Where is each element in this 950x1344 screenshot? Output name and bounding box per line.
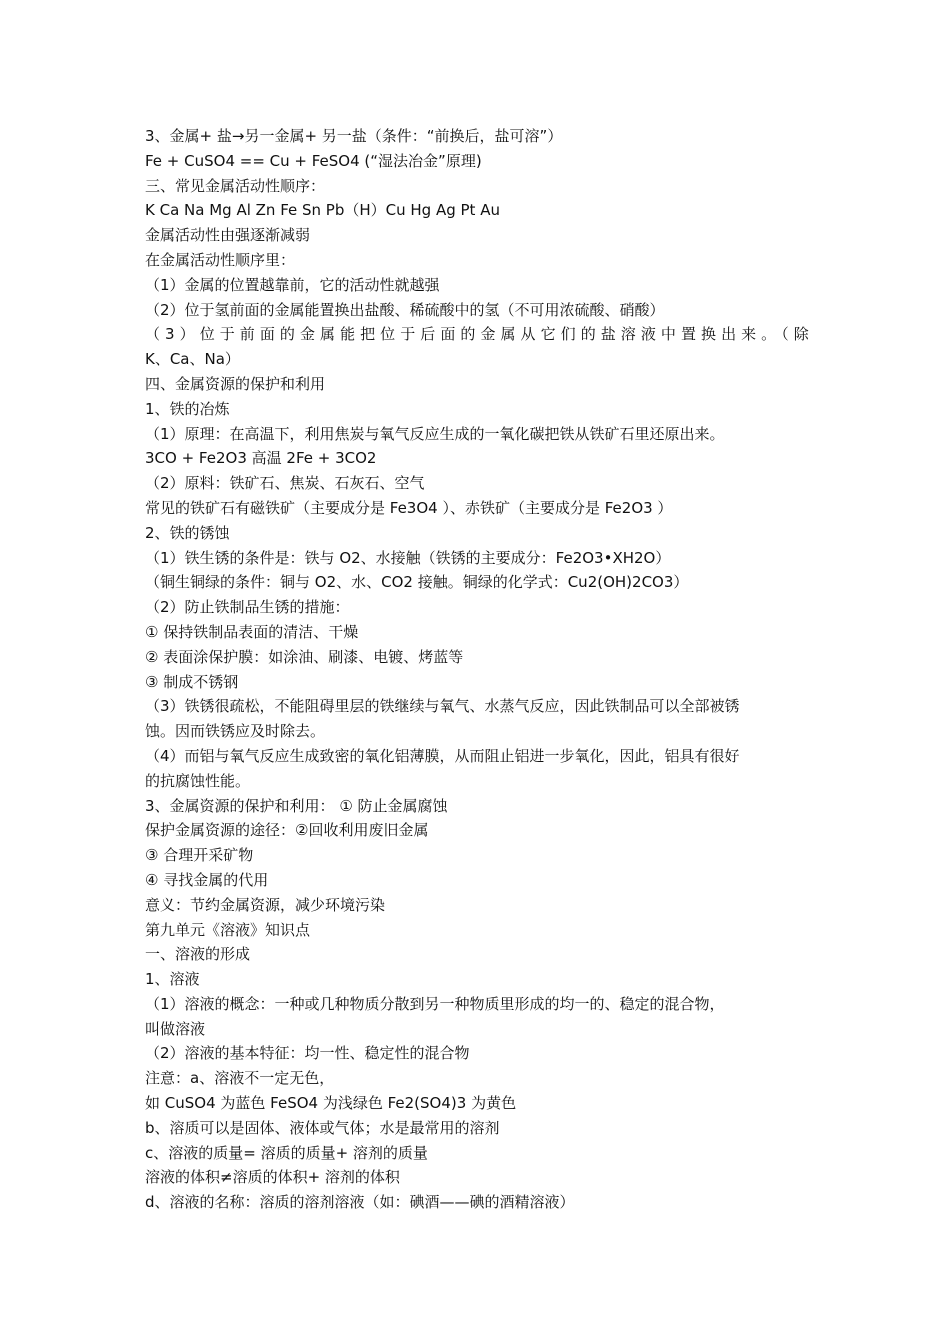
subsection-heading: 3、金属资源的保护和利用： ① 防止金属腐蚀 [145,796,448,815]
text-line: Fe + CuSO4 == Cu + FeSO4 (“湿法冶金”原理) [145,151,482,170]
section-heading: 一、溶液的形成 [145,945,251,964]
text-line: 在金属活动性顺序里： [145,250,296,269]
text-line: （2）防止铁制品生锈的措施： [145,598,350,617]
subsection-heading: 1、铁的冶炼 [145,399,230,418]
text-line: 的抗腐蚀性能。 [145,771,251,790]
list-item: ③ 制成不锈钢 [145,672,239,691]
text-line: b、溶质可以是固体、液体或气体；水是最常用的溶剂 [145,1118,500,1137]
text-line: 溶液的体积≠溶质的体积+ 溶剂的体积 [145,1168,400,1187]
section-heading: 三、常见金属活动性顺序： [145,176,326,195]
list-item: ④ 寻找金属的代用 [145,870,269,889]
text-line: （2）溶液的基本特征：均一性、稳定性的混合物 [145,1044,470,1063]
text-line: 常见的铁矿石有磁铁矿（主要成分是 Fe3O4 ）、赤铁矿（主要成分是 Fe2O3 ） [145,498,673,517]
text-line: 意义：节约金属资源，减少环境污染 [145,895,386,914]
text-line: 注意：a、溶液不一定无色， [145,1069,335,1088]
text-line: （1）溶液的概念：一种或几种物质分散到另一种物质里形成的均一的、稳定的混合物， [145,994,725,1013]
text-line: （3）位于前面的金属能把位于后面的金属从它们的盐溶液中置换出来。（除 [145,325,810,344]
text-line: （4）而铝与氧气反应生成致密的氧化铝薄膜，从而阻止铝进一步氧化，因此，铝具有很好 [145,746,740,765]
section-heading: 四、金属资源的保护和利用 [145,374,326,393]
subsection-heading: 1、溶液 [145,970,200,989]
list-item: ③ 合理开采矿物 [145,846,254,865]
list-item: ① 保持铁制品表面的清洁、干燥 [145,622,359,641]
text-line: （1）原理：在高温下，利用焦炭与氧气反应生成的一氧化碳把铁从铁矿石里还原出来。 [145,424,725,443]
text-line: （铜生铜绿的条件：铜与 O2、水、CO2 接触。铜绿的化学式：Cu2(OH)2CO3） [145,573,689,592]
text-line: （1）金属的位置越靠前，它的活动性就越强 [145,275,440,294]
text-line: K、Ca、Na） [145,350,240,369]
text-line: （2）原料：铁矿石、焦炭、石灰石、空气 [145,474,425,493]
text-line: c、溶液的质量= 溶质的质量+ 溶剂的质量 [145,1143,428,1162]
text-line: 3、金属+ 盐→另一金属+ 另一盐（条件：“前换后，盐可溶”） [145,127,563,145]
text-line: 保护金属资源的途径：②回收利用废旧金属 [145,821,429,840]
text-line: 如 CuSO4 为蓝色 FeSO4 为浅绿色 Fe2(SO4)3 为黄色 [145,1094,517,1113]
subsection-heading: 2、铁的锈蚀 [145,523,230,542]
text-line: K Ca Na Mg Al Zn Fe Sn Pb（H）Cu Hg Ag Pt Au [145,201,500,220]
equation-line: 3CO + Fe2O3 高温 2Fe + 3CO2 [145,449,377,468]
text-line: （2）位于氢前面的金属能置换出盐酸、稀硫酸中的氢（不可用浓硫酸、硝酸） [145,300,665,319]
text-line: 蚀。因而铁锈应及时除去。 [145,722,326,741]
text-line: d、溶液的名称：溶质的溶剂溶液（如：碘酒——碘的酒精溶液） [145,1193,575,1212]
text-line: （3）铁锈很疏松，不能阻碍里层的铁继续与氧气、水蒸气反应，因此铁制品可以全部被锈 [145,697,740,716]
text-line: （1）铁生锈的条件是：铁与 O2、水接触（铁锈的主要成分：Fe2O3•XH2O） [145,548,671,567]
document-body [145,124,810,1215]
text-line: 金属活动性由强逐渐减弱 [145,226,311,245]
chapter-heading: 第九单元《溶液》知识点 [145,920,311,939]
text-line: 叫做溶液 [145,1019,206,1038]
list-item: ② 表面涂保护膜：如涂油、刷漆、电镀、烤蓝等 [145,647,464,666]
